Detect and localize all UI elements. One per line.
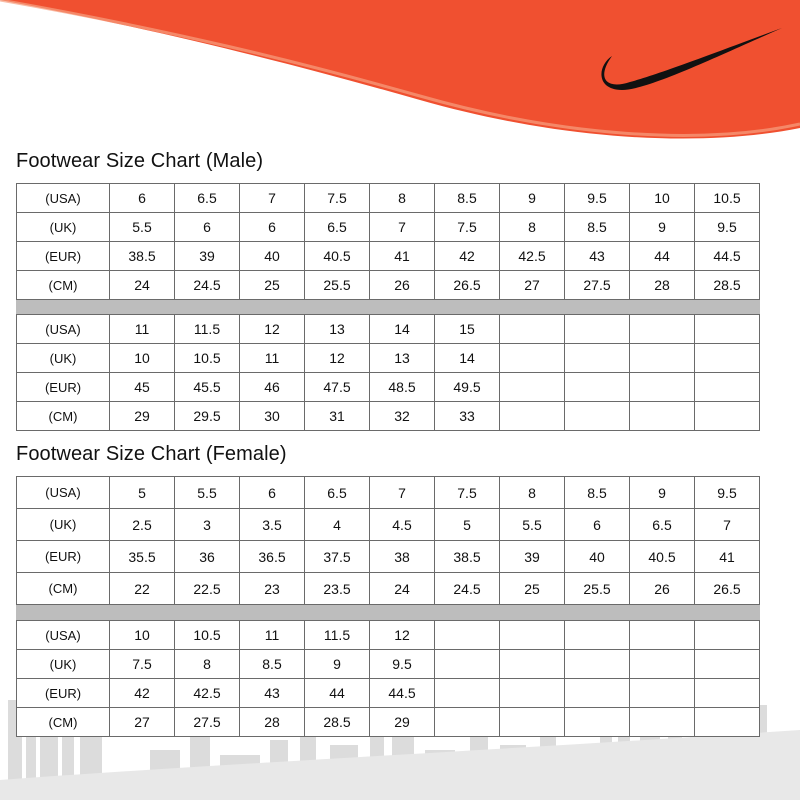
size-cell: 12: [370, 621, 435, 650]
size-cell: 5.5: [500, 509, 565, 541]
size-cell: [630, 344, 695, 373]
size-cell: 49.5: [435, 373, 500, 402]
size-cell: 27.5: [175, 708, 240, 737]
table-separator: [16, 605, 760, 620]
size-cell: 8.5: [435, 184, 500, 213]
size-cell: 39: [500, 541, 565, 573]
size-cell: 44.5: [695, 242, 760, 271]
table-body: [17, 621, 760, 737]
size-cell: [565, 373, 630, 402]
size-cell: [565, 315, 630, 344]
table-row: [17, 509, 760, 541]
size-cell: 6.5: [305, 477, 370, 509]
size-cell: [695, 402, 760, 431]
table-row: [17, 573, 760, 605]
size-cell: 2.5: [110, 509, 175, 541]
size-cell: 29.5: [175, 402, 240, 431]
male-chart-title: Footwear Size Chart (Male): [16, 150, 264, 172]
table-row: [17, 541, 760, 573]
size-cell: [500, 708, 565, 737]
size-cell: 22: [110, 573, 175, 605]
size-cell: 28.5: [695, 271, 760, 300]
table-row: [17, 621, 760, 650]
size-cell: 44: [305, 679, 370, 708]
size-cell: [695, 344, 760, 373]
table-row: [17, 184, 760, 213]
size-cell: [565, 650, 630, 679]
table-body: [17, 315, 760, 431]
size-cell: 8.5: [565, 477, 630, 509]
size-cell: 7.5: [305, 184, 370, 213]
size-cell: 7: [370, 477, 435, 509]
size-cell: 39: [175, 242, 240, 271]
size-cell: 13: [305, 315, 370, 344]
table-row: [17, 344, 760, 373]
size-cell: 13: [370, 344, 435, 373]
size-cell: [500, 315, 565, 344]
size-system-label: (CM): [17, 271, 110, 300]
size-system-label: (UK): [17, 650, 110, 679]
size-cell: 6: [565, 509, 630, 541]
size-cell: 9.5: [565, 184, 630, 213]
size-cell: 10.5: [175, 344, 240, 373]
size-cell: [695, 373, 760, 402]
size-cell: 26.5: [435, 271, 500, 300]
size-cell: 44.5: [370, 679, 435, 708]
size-cell: 38.5: [435, 541, 500, 573]
size-cell: 42.5: [175, 679, 240, 708]
size-cell: 40.5: [305, 242, 370, 271]
size-cell: 27: [110, 708, 175, 737]
size-cell: [565, 708, 630, 737]
size-cell: 26: [630, 573, 695, 605]
size-cell: 10: [110, 344, 175, 373]
table-row: [17, 708, 760, 737]
size-cell: 9.5: [370, 650, 435, 679]
table-row: [17, 271, 760, 300]
table-row: [17, 402, 760, 431]
size-cell: 10.5: [695, 184, 760, 213]
table-body: [17, 477, 760, 605]
size-cell: 8.5: [240, 650, 305, 679]
size-cell: [630, 621, 695, 650]
size-cell: 29: [110, 402, 175, 431]
table-separator: [16, 300, 760, 315]
size-cell: 38: [370, 541, 435, 573]
size-cell: 24.5: [435, 573, 500, 605]
size-cell: 32: [370, 402, 435, 431]
size-cell: [565, 679, 630, 708]
size-cell: 26: [370, 271, 435, 300]
size-cell: 25: [240, 271, 305, 300]
size-cell: [630, 679, 695, 708]
size-cell: 6.5: [305, 213, 370, 242]
size-cell: 12: [240, 315, 305, 344]
size-system-label: (CM): [17, 573, 110, 605]
male-size-table-1: [16, 183, 760, 300]
table-row: [17, 679, 760, 708]
size-cell: 10.5: [175, 621, 240, 650]
size-cell: 45: [110, 373, 175, 402]
male-size-table-2: [16, 314, 760, 431]
size-cell: 8: [175, 650, 240, 679]
size-system-label: (CM): [17, 708, 110, 737]
size-cell: 46: [240, 373, 305, 402]
size-system-label: (USA): [17, 184, 110, 213]
size-cell: 31: [305, 402, 370, 431]
table-row: [17, 213, 760, 242]
size-cell: 9: [630, 477, 695, 509]
size-system-label: (UK): [17, 213, 110, 242]
size-cell: 7.5: [435, 213, 500, 242]
size-cell: 24: [370, 573, 435, 605]
size-cell: 26.5: [695, 573, 760, 605]
size-cell: 27.5: [565, 271, 630, 300]
size-cell: 42: [110, 679, 175, 708]
size-cell: 9: [305, 650, 370, 679]
size-cell: 23: [240, 573, 305, 605]
size-cell: [565, 402, 630, 431]
size-cell: 5: [435, 509, 500, 541]
female-chart-title: Footwear Size Chart (Female): [16, 443, 287, 465]
size-cell: 37.5: [305, 541, 370, 573]
female-size-table-1: [16, 476, 760, 605]
size-cell: 36.5: [240, 541, 305, 573]
size-cell: 41: [695, 541, 760, 573]
size-cell: 6: [240, 477, 305, 509]
size-cell: [435, 708, 500, 737]
size-cell: [500, 650, 565, 679]
size-cell: [435, 679, 500, 708]
table-body: [17, 184, 760, 300]
size-cell: [695, 708, 760, 737]
size-cell: 9.5: [695, 213, 760, 242]
size-cell: 40.5: [630, 541, 695, 573]
table-row: [17, 477, 760, 509]
size-cell: 33: [435, 402, 500, 431]
size-cell: 6.5: [630, 509, 695, 541]
size-cell: 43: [565, 242, 630, 271]
size-cell: 7: [240, 184, 305, 213]
table-row: [17, 242, 760, 271]
size-cell: 36: [175, 541, 240, 573]
size-cell: 24.5: [175, 271, 240, 300]
size-cell: 28.5: [305, 708, 370, 737]
size-cell: 11: [110, 315, 175, 344]
size-system-label: (EUR): [17, 242, 110, 271]
size-cell: 9: [630, 213, 695, 242]
size-cell: 6.5: [175, 184, 240, 213]
size-cell: 11: [240, 621, 305, 650]
size-cell: 8: [370, 184, 435, 213]
size-cell: [695, 650, 760, 679]
size-cell: 42.5: [500, 242, 565, 271]
size-cell: [695, 315, 760, 344]
size-cell: 25: [500, 573, 565, 605]
size-cell: 48.5: [370, 373, 435, 402]
size-cell: 14: [370, 315, 435, 344]
size-cell: [695, 679, 760, 708]
size-cell: 8: [500, 477, 565, 509]
size-cell: 3.5: [240, 509, 305, 541]
size-cell: 14: [435, 344, 500, 373]
size-cell: 25.5: [305, 271, 370, 300]
size-cell: 5.5: [110, 213, 175, 242]
size-cell: [630, 708, 695, 737]
size-cell: 9: [500, 184, 565, 213]
size-cell: 45.5: [175, 373, 240, 402]
size-cell: 11.5: [305, 621, 370, 650]
size-cell: 10: [630, 184, 695, 213]
size-cell: 9.5: [695, 477, 760, 509]
size-system-label: (EUR): [17, 541, 110, 573]
size-cell: 40: [240, 242, 305, 271]
size-cell: [500, 373, 565, 402]
size-system-label: (EUR): [17, 373, 110, 402]
size-cell: 4: [305, 509, 370, 541]
size-cell: 41: [370, 242, 435, 271]
size-cell: 11: [240, 344, 305, 373]
size-cell: 7: [370, 213, 435, 242]
size-system-label: (USA): [17, 315, 110, 344]
size-cell: 6: [110, 184, 175, 213]
size-cell: 5.5: [175, 477, 240, 509]
size-cell: [435, 650, 500, 679]
size-cell: 30: [240, 402, 305, 431]
size-cell: 28: [240, 708, 305, 737]
size-cell: 4.5: [370, 509, 435, 541]
size-cell: [695, 621, 760, 650]
size-cell: 10: [110, 621, 175, 650]
table-row: [17, 650, 760, 679]
size-system-label: (USA): [17, 477, 110, 509]
orange-wave-banner: [0, 0, 800, 150]
size-cell: [565, 621, 630, 650]
size-cell: 38.5: [110, 242, 175, 271]
size-cell: 47.5: [305, 373, 370, 402]
size-cell: [630, 315, 695, 344]
size-cell: 12: [305, 344, 370, 373]
size-cell: 7.5: [110, 650, 175, 679]
size-cell: 6: [175, 213, 240, 242]
size-cell: 6: [240, 213, 305, 242]
table-row: [17, 373, 760, 402]
size-system-label: (UK): [17, 344, 110, 373]
female-size-table-2: [16, 620, 760, 737]
size-cell: 8.5: [565, 213, 630, 242]
size-cell: [435, 621, 500, 650]
size-cell: 3: [175, 509, 240, 541]
size-cell: 8: [500, 213, 565, 242]
table-row: [17, 315, 760, 344]
size-cell: [630, 373, 695, 402]
size-cell: 43: [240, 679, 305, 708]
size-cell: 7: [695, 509, 760, 541]
size-cell: 25.5: [565, 573, 630, 605]
size-cell: 29: [370, 708, 435, 737]
size-system-label: (UK): [17, 509, 110, 541]
size-cell: 7.5: [435, 477, 500, 509]
size-cell: [500, 344, 565, 373]
size-cell: 42: [435, 242, 500, 271]
size-cell: 15: [435, 315, 500, 344]
size-system-label: (EUR): [17, 679, 110, 708]
size-cell: 35.5: [110, 541, 175, 573]
size-cell: [500, 402, 565, 431]
size-cell: 44: [630, 242, 695, 271]
size-cell: 5: [110, 477, 175, 509]
size-cell: 27: [500, 271, 565, 300]
size-cell: 28: [630, 271, 695, 300]
size-system-label: (CM): [17, 402, 110, 431]
size-cell: [500, 621, 565, 650]
size-cell: [630, 650, 695, 679]
size-cell: 40: [565, 541, 630, 573]
size-cell: 22.5: [175, 573, 240, 605]
size-cell: [500, 679, 565, 708]
size-cell: [565, 344, 630, 373]
size-cell: 11.5: [175, 315, 240, 344]
size-cell: 24: [110, 271, 175, 300]
size-cell: 23.5: [305, 573, 370, 605]
size-system-label: (USA): [17, 621, 110, 650]
size-cell: [630, 402, 695, 431]
